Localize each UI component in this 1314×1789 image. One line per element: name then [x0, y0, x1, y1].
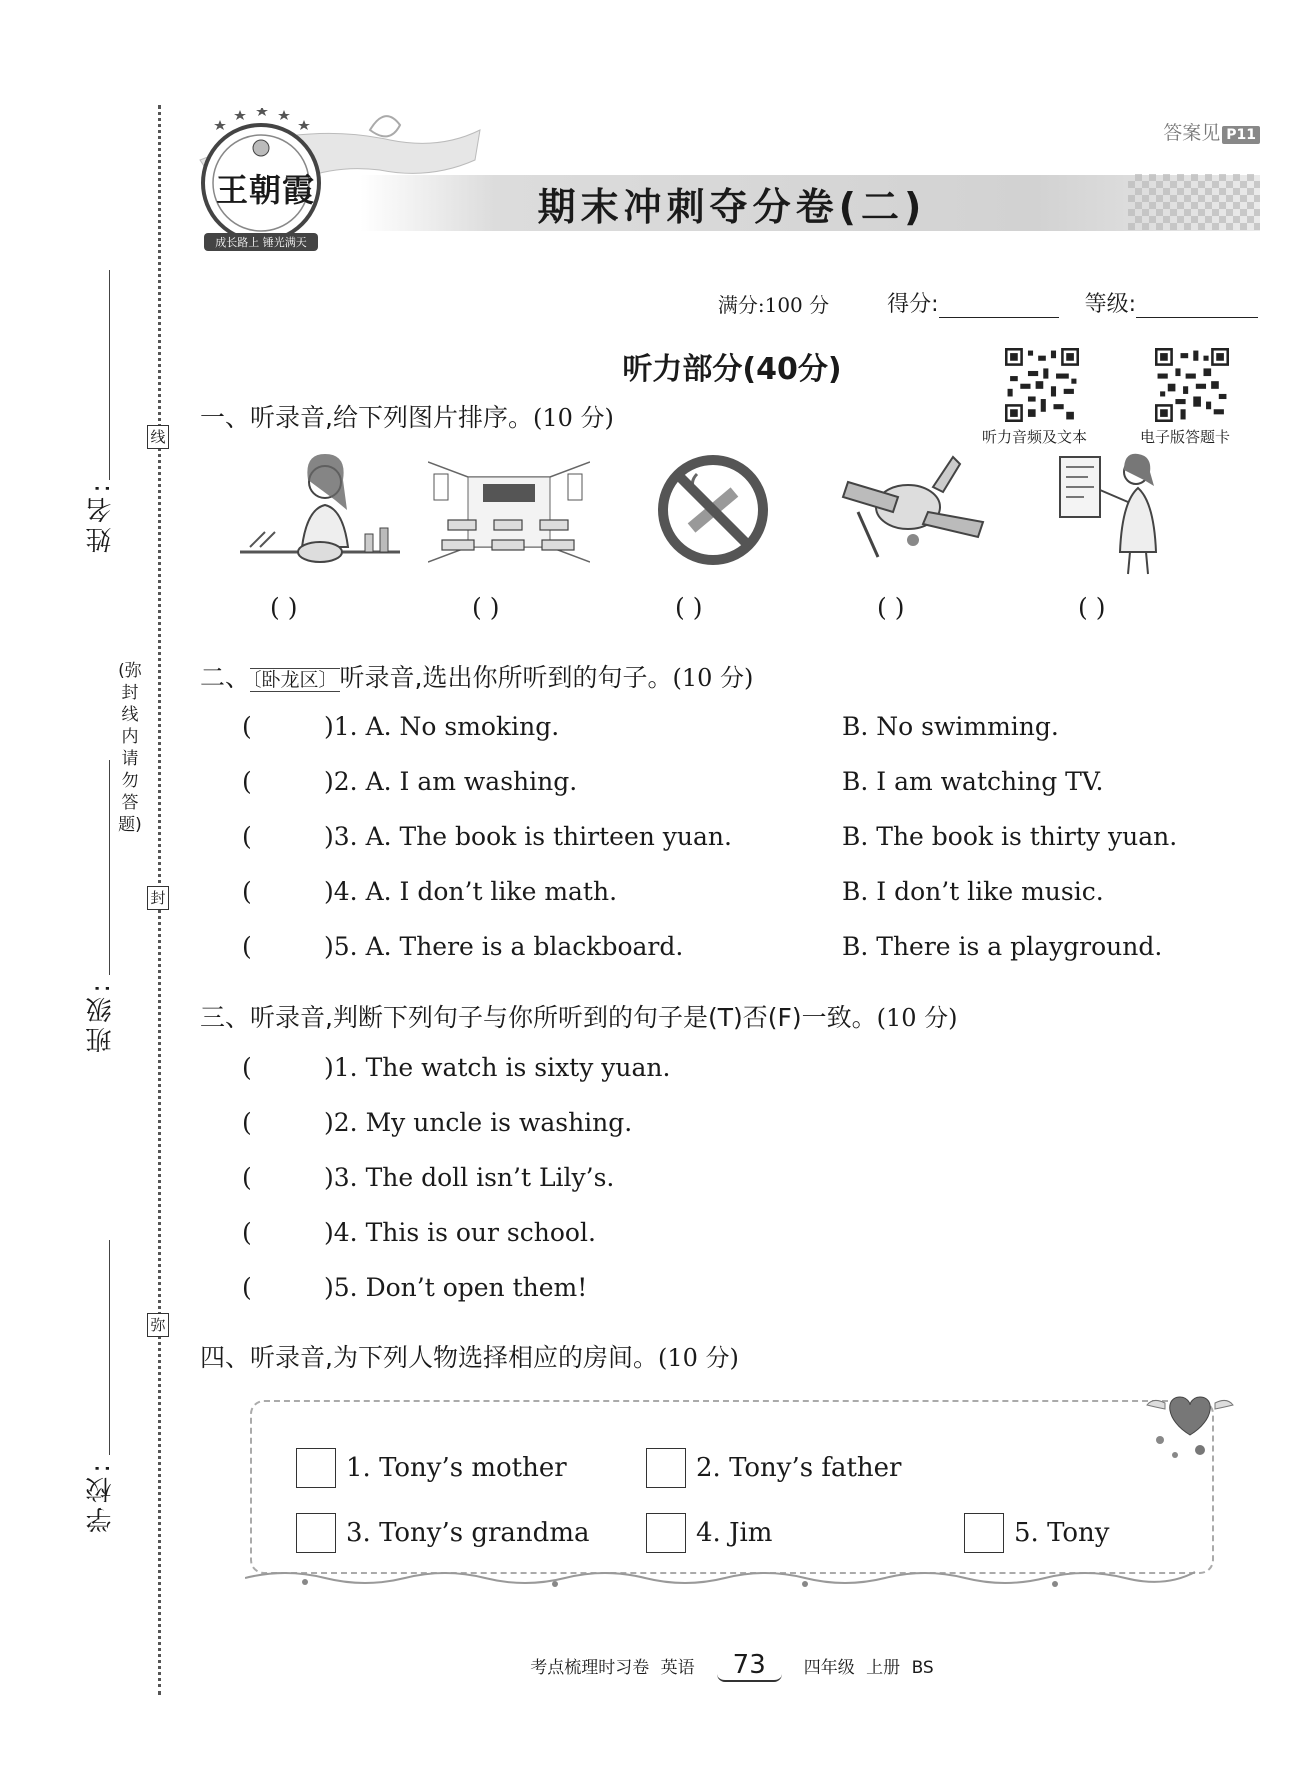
picture-answer-1[interactable]: ( ) [270, 593, 298, 622]
page-footer [0, 1650, 1314, 1682]
sec2-item-1-option-b: B. No swimming. [842, 712, 1059, 741]
section-4-title: 四、听录音,为下列人物选择相应的房间。(10 分) [200, 1343, 739, 1372]
grade-label: 等级: [1084, 292, 1136, 317]
score-label: 得分: [887, 292, 939, 317]
class-blank[interactable] [109, 760, 110, 975]
name-label: 姓名: [86, 480, 116, 553]
person-4-choice[interactable]: 4. Jim [646, 1513, 772, 1553]
sec2-item-5[interactable]: ( )5. A. There is a blackboard. [242, 932, 684, 961]
person-3-choice[interactable]: 3. Tony’s grandma [296, 1513, 589, 1553]
full-score: 满分:100 分 [717, 293, 830, 317]
person-5-choice[interactable]: 5. Tony [964, 1513, 1109, 1553]
score-blank[interactable] [939, 295, 1059, 318]
qr-code-audio[interactable] [1005, 348, 1079, 422]
page-title: 期末冲刺夺分卷(二) [537, 185, 927, 229]
qr-caption-audio: 听力音频及文本 [982, 428, 1088, 446]
picture-teacher-at-board [1058, 452, 1168, 577]
sec2-item-3-option-b: B. The book is thirty yuan. [842, 822, 1178, 851]
picture-answer-5[interactable]: ( ) [1078, 593, 1106, 622]
sec2-item-2-option-b: B. I am watching TV. [842, 767, 1104, 796]
sec3-item-4[interactable]: ( )4. This is our school. [242, 1218, 596, 1247]
picture-plane [838, 452, 988, 562]
wavy-border-decoration [245, 1560, 1230, 1600]
sec3-item-1[interactable]: ( )1. The watch is sixty yuan. [242, 1053, 671, 1082]
answer-box-5[interactable] [964, 1513, 1004, 1553]
picture-answer-2[interactable]: ( ) [472, 593, 500, 622]
sec3-item-2[interactable]: ( )2. My uncle is washing. [242, 1108, 633, 1137]
sec2-item-1[interactable]: ( )1. A. No smoking. [242, 712, 560, 741]
heart-decoration [1145, 1385, 1235, 1465]
sec2-item-3[interactable]: ( )3. A. The book is thirteen yuan. [242, 822, 732, 851]
logo-text: 王朝霞 [216, 171, 316, 209]
section-3-title: 三、听录音,判断下列句子与你所听到的句子是(T)否(F)一致。(10 分) [200, 1003, 958, 1032]
seal-char-mi: 弥 [147, 1313, 169, 1337]
sec2-item-5-option-b: B. There is a playground. [842, 932, 1163, 961]
school-blank[interactable] [109, 1240, 110, 1455]
picture-answer-3[interactable]: ( ) [675, 593, 703, 622]
person-2-choice[interactable]: 2. Tony’s father [646, 1448, 902, 1488]
section-1-title: 一、听录音,给下列图片排序。(10 分) [200, 403, 614, 432]
qr-caption-answer-card: 电子版答题卡 [1140, 428, 1231, 446]
sec3-item-3[interactable]: ( )3. The doll isn’t Lily’s. [242, 1163, 615, 1192]
listening-part-title: 听力部分(40分) [622, 352, 842, 387]
score-row [718, 287, 1258, 318]
seal-char-feng: 封 [147, 886, 169, 910]
answer-page-badge: P11 [1222, 126, 1260, 144]
school-label: 学校: [86, 1460, 116, 1533]
picture-classroom [428, 452, 590, 572]
answer-box-4[interactable] [646, 1513, 686, 1553]
person-1-choice[interactable]: 1. Tony’s mother [296, 1448, 567, 1488]
answer-box-1[interactable] [296, 1448, 336, 1488]
picture-no-smoking-sign [655, 452, 771, 568]
region-tag: 〔卧龙区〕 [252, 669, 338, 691]
sec3-item-5[interactable]: ( )5. Don’t open them! [242, 1273, 588, 1302]
answer-box-2[interactable] [646, 1448, 686, 1488]
binding-note: (弥封线内请勿答题) [118, 661, 142, 835]
class-label: 班级: [86, 980, 116, 1053]
answer-box-3[interactable] [296, 1513, 336, 1553]
qr-code-answer-card[interactable] [1155, 348, 1229, 422]
sec2-item-4[interactable]: ( )4. A. I don’t like math. [242, 877, 618, 906]
logo-slogan: 成长路上 锤光满天 [215, 236, 307, 249]
sec2-item-2[interactable]: ( )2. A. I am washing. [242, 767, 578, 796]
grade-blank[interactable] [1136, 295, 1258, 318]
picture-answer-4[interactable]: ( ) [877, 593, 905, 622]
sec2-item-4-option-b: B. I don’t like music. [842, 877, 1104, 906]
page-number: 73 [717, 1650, 782, 1682]
section-2-title: 二、 〔卧龙区〕听录音,选出你所听到的句子。(10 分) [200, 663, 754, 692]
picture-cooking-girl [240, 452, 410, 572]
footer-book: 考点梳理时习卷 英语 [530, 1658, 695, 1678]
footer-grade: 四年级 上册 BS [803, 1658, 934, 1678]
seal-char-xian: 线 [147, 425, 169, 449]
answer-reference: 答案见 P11 [1163, 118, 1260, 145]
